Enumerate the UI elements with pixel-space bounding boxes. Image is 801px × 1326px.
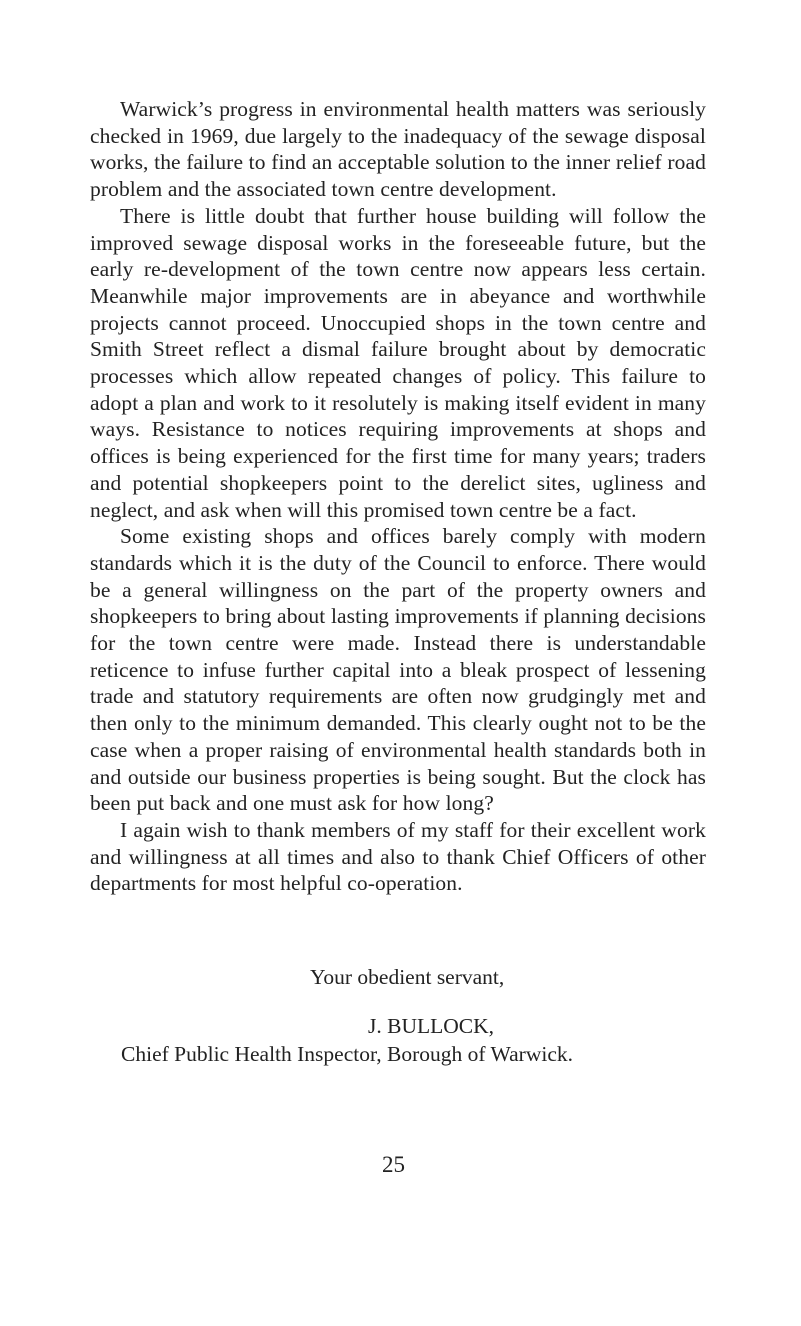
closing-salutation: Your obedient servant,	[310, 965, 505, 989]
signatory-title: Chief Public Health Inspector, Borough of Warwick.	[121, 1042, 573, 1066]
paragraph-1: Warwick’s progress in environmental health matters was seriously checked in 1969, due largely to the inadequacy of the sewage disposal works, the failure to find an acceptable solution to the inner relief road problem and the associated town centre development.	[90, 97, 706, 202]
page-number: 25	[382, 1152, 405, 1177]
letter-body	[90, 96, 706, 897]
signatory-name: J. BULLOCK,	[368, 1014, 495, 1038]
paragraph-2: There is little doubt that further house building will follow the improved sewage disposal works in the foreseeable future, but the early re-development of the town centre now appears less certain. Meanwhile major improvements are in abeyance and worthwhile projects cannot proceed. Unoccupied shops in the town centre and Smith Street reflect a dismal failure brought about by democratic processes which allow repeated changes of policy. This failure to adopt a plan and work to it resolutely is making itself evident in many ways. Resistance to notices requiring improvements at shops and offices is being experienced for the first time for many years; traders and potential shopkeepers point to the derelict sites, ugliness and neglect, and ask when will this promised town centre be a fact.	[90, 203, 706, 522]
paragraph-3: Some existing shops and offices barely comply with modern standards which it is the duty of the Council to enforce. There would be a general willingness on the part of the property owners and shopkeepers to bring about lasting improvements if planning decisions for the town centre were made. Instead there is understandable reticence to infuse further capital into a bleak prospect of lessening trade and statutory requirements are often now grudgingly met and then only to the minimum demanded. This clearly ought not to be the case when a proper raising of environmental health standards both in and outside our business properties is being sought. But the clock has been put back and one must ask for how long?	[90, 524, 706, 816]
paragraph-4: I again wish to thank members of my staff for their excellent work and willingness at all times and also to thank Chief Officers of other departments for most helpful co-operation.	[90, 817, 706, 896]
